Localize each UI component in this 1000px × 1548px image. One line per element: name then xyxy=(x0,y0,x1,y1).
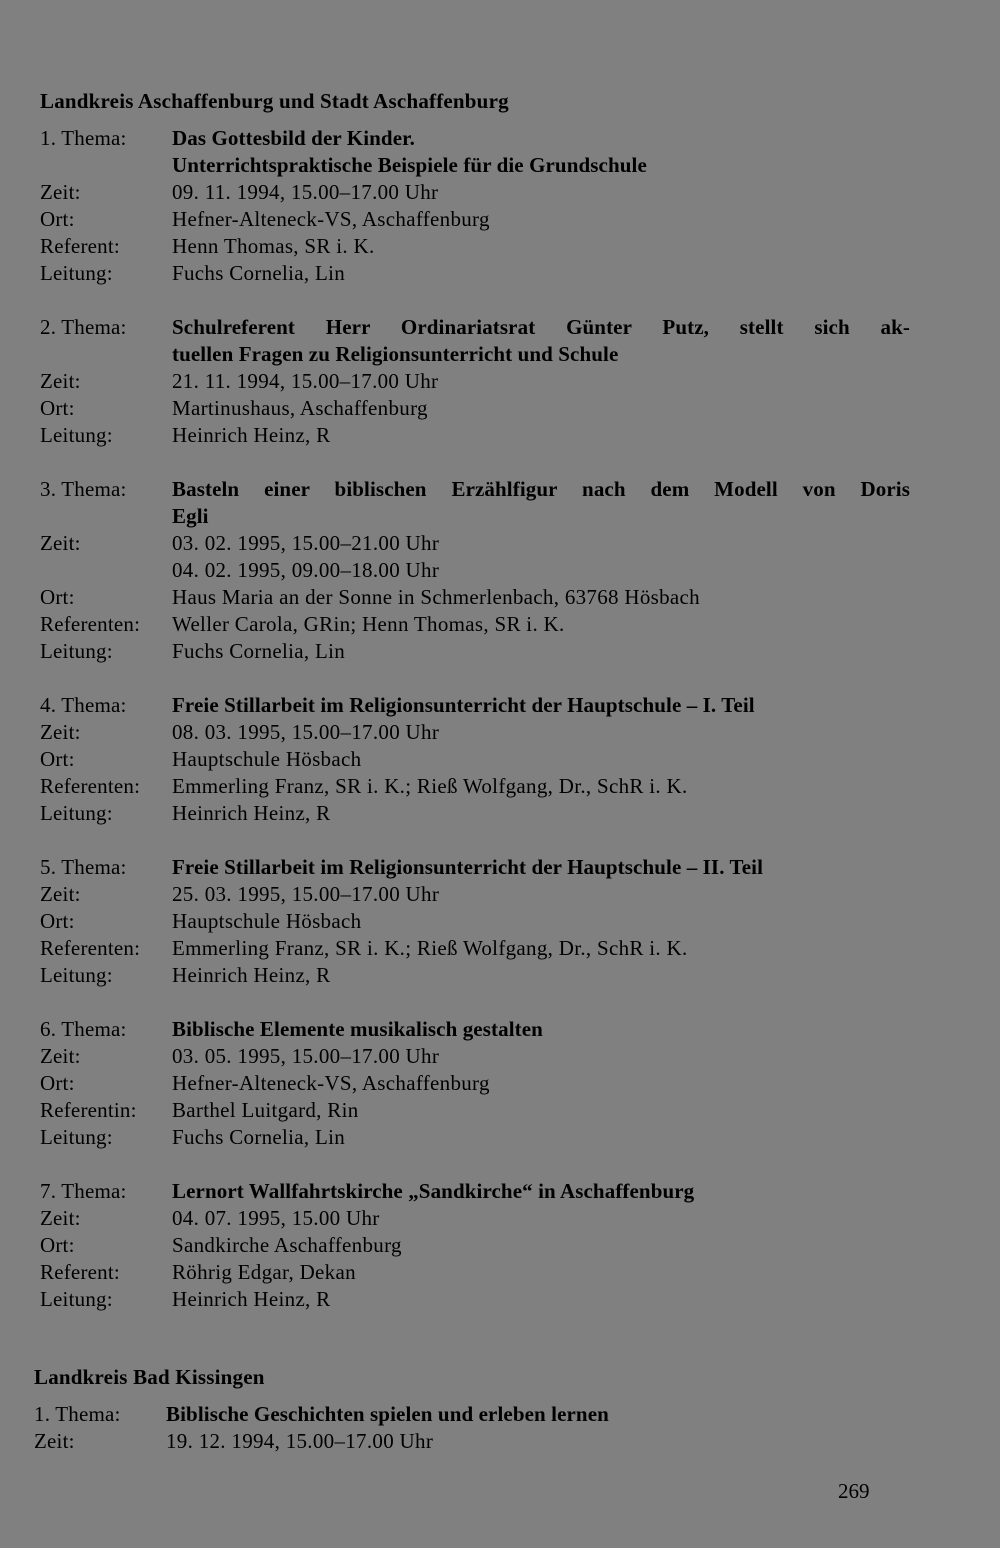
detail-row-speaker xyxy=(40,233,910,260)
topic-title xyxy=(172,1016,910,1043)
detail-value: Hefner-Alteneck-VS, Aschaffenburg xyxy=(172,207,490,231)
topic-line: Das Gottesbild der Kinder. xyxy=(172,126,415,150)
detail-value: 19. 12. 1994, 15.00–17.00 Uhr xyxy=(166,1429,434,1453)
topic-label: 4. Thema: xyxy=(40,693,127,717)
section-heading: Landkreis Aschaffenburg und Stadt Aschaffenburg xyxy=(40,89,509,113)
topic-title xyxy=(172,476,910,530)
detail-value: 25. 03. 1995, 15.00–17.00 Uhr xyxy=(172,882,440,906)
detail-value: Fuchs Cornelia, Lin xyxy=(172,639,346,663)
topic-label: 1. Thema: xyxy=(40,126,127,150)
detail-row-speakers xyxy=(40,773,910,800)
detail-label: Leitung: xyxy=(40,1287,113,1311)
topic-row xyxy=(40,476,910,530)
topic-line: Freie Stillarbeit im Religionsunterricht der Hauptschule – I. Teil xyxy=(172,693,755,717)
detail-label: Ort: xyxy=(40,1233,75,1257)
detail-value: 08. 03. 1995, 15.00–17.00 Uhr xyxy=(172,720,440,744)
topic-row xyxy=(40,1016,910,1043)
detail-label: Ort: xyxy=(40,1071,75,1095)
section-aschaffenburg xyxy=(40,88,910,1340)
detail-label: Ort: xyxy=(40,747,75,771)
detail-value: Heinrich Heinz, R xyxy=(172,1287,331,1311)
detail-row-location xyxy=(40,395,910,422)
detail-label: Referenten: xyxy=(40,774,141,798)
topic-line: Basteln einer biblischen Erzählfigur nach dem Modell von Doris xyxy=(172,477,910,501)
detail-value: Emmerling Franz, SR i. K.; Rieß Wolfgang, Dr., SchR i. K. xyxy=(172,936,688,960)
topic-row xyxy=(40,125,910,179)
detail-value: Heinrich Heinz, R xyxy=(172,801,331,825)
detail-row-lead xyxy=(40,638,910,665)
detail-row-time xyxy=(40,719,910,746)
detail-label: Zeit: xyxy=(40,882,81,906)
topic-title xyxy=(172,692,910,719)
detail-row-speakers xyxy=(40,611,910,638)
detail-row-lead xyxy=(40,422,910,449)
detail-value: Barthel Luitgard, Rin xyxy=(172,1098,359,1122)
topic-line: Unterrichtspraktische Beispiele für die Grundschule xyxy=(172,153,647,177)
topic-label: 3. Thema: xyxy=(40,477,127,501)
topic-title xyxy=(172,125,910,179)
detail-label: Referenten: xyxy=(40,612,141,636)
detail-row-lead xyxy=(40,260,910,287)
detail-label: Leitung: xyxy=(40,1125,113,1149)
detail-value: Haus Maria an der Sonne in Schmerlenbach, 63768 Hösbach xyxy=(172,585,700,609)
topic-title xyxy=(172,854,910,881)
page-number: 269 xyxy=(838,1479,870,1503)
topic-row xyxy=(40,314,910,368)
topic-title xyxy=(172,314,910,368)
detail-label: Leitung: xyxy=(40,801,113,825)
detail-row-speakers xyxy=(40,935,910,962)
detail-row-speaker xyxy=(40,1097,910,1124)
section-bad-kissingen xyxy=(34,1364,904,1482)
event-entry xyxy=(40,125,910,287)
detail-row-lead xyxy=(40,962,910,989)
topic-line: Freie Stillarbeit im Religionsunterricht der Hauptschule – II. Teil xyxy=(172,855,763,879)
detail-value: Fuchs Cornelia, Lin xyxy=(172,261,346,285)
event-entry xyxy=(40,476,910,665)
topic-row xyxy=(40,1178,910,1205)
detail-value: Fuchs Cornelia, Lin xyxy=(172,1125,346,1149)
topic-label: 5. Thema: xyxy=(40,855,127,879)
event-entry xyxy=(40,314,910,449)
topic-line: Lernort Wallfahrtskirche „Sandkirche“ in Aschaffenburg xyxy=(172,1179,695,1203)
detail-row-time xyxy=(40,179,910,206)
detail-label: Zeit: xyxy=(40,531,81,555)
detail-label: Referent: xyxy=(40,1260,120,1284)
topic-label: 2. Thema: xyxy=(40,315,127,339)
detail-row-location xyxy=(40,1232,910,1259)
detail-label: Leitung: xyxy=(40,423,113,447)
detail-label: Ort: xyxy=(40,396,75,420)
detail-row-time xyxy=(40,530,910,584)
detail-value: 04. 02. 1995, 09.00–18.00 Uhr xyxy=(172,558,440,582)
detail-row-lead xyxy=(40,1286,910,1313)
detail-value: Hauptschule Hösbach xyxy=(172,747,362,771)
detail-label: Zeit: xyxy=(34,1429,75,1453)
event-entry xyxy=(40,692,910,827)
detail-row-location xyxy=(40,1070,910,1097)
detail-label: Leitung: xyxy=(40,963,113,987)
detail-row-time xyxy=(40,368,910,395)
detail-value: 04. 07. 1995, 15.00 Uhr xyxy=(172,1206,380,1230)
detail-label: Ort: xyxy=(40,207,75,231)
detail-row-time xyxy=(40,881,910,908)
topic-line: tuellen Fragen zu Religionsunterricht und Schule xyxy=(172,342,619,366)
detail-value: Martinushaus, Aschaffenburg xyxy=(172,396,428,420)
detail-value: 09. 11. 1994, 15.00–17.00 Uhr xyxy=(172,180,439,204)
detail-label: Referenten: xyxy=(40,936,141,960)
detail-value: Sandkirche Aschaffenburg xyxy=(172,1233,402,1257)
detail-value: Weller Carola, GRin; Henn Thomas, SR i. K. xyxy=(172,612,565,636)
section-heading: Landkreis Bad Kissingen xyxy=(34,1365,265,1389)
topic-line: Biblische Elemente musikalisch gestalten xyxy=(172,1017,543,1041)
detail-row-location xyxy=(40,206,910,233)
detail-label: Zeit: xyxy=(40,369,81,393)
topic-title xyxy=(172,1178,910,1205)
detail-row-location xyxy=(40,908,910,935)
detail-label: Zeit: xyxy=(40,1206,81,1230)
topic-line: Biblische Geschichten spielen und erleben lernen xyxy=(166,1402,609,1426)
topic-row xyxy=(40,854,910,881)
event-entry xyxy=(40,854,910,989)
topic-label: 1. Thema: xyxy=(34,1402,121,1426)
topic-row xyxy=(34,1401,904,1428)
detail-row-location xyxy=(40,584,910,611)
detail-row-location xyxy=(40,746,910,773)
detail-row-lead xyxy=(40,1124,910,1151)
detail-label: Zeit: xyxy=(40,720,81,744)
detail-value: Emmerling Franz, SR i. K.; Rieß Wolfgang, Dr., SchR i. K. xyxy=(172,774,688,798)
detail-value: Heinrich Heinz, R xyxy=(172,423,331,447)
detail-label: Zeit: xyxy=(40,180,81,204)
detail-value: Röhrig Edgar, Dekan xyxy=(172,1260,356,1284)
detail-value: Heinrich Heinz, R xyxy=(172,963,331,987)
topic-label: 7. Thema: xyxy=(40,1179,127,1203)
topic-line: Egli xyxy=(172,504,209,528)
event-entry xyxy=(40,1178,910,1313)
detail-row-time xyxy=(40,1205,910,1232)
detail-row-time xyxy=(40,1043,910,1070)
event-entry xyxy=(40,1016,910,1151)
topic-title xyxy=(166,1401,904,1428)
detail-label: Ort: xyxy=(40,585,75,609)
detail-value: 03. 02. 1995, 15.00–21.00 Uhr xyxy=(172,531,440,555)
event-entry xyxy=(34,1401,904,1455)
detail-label: Leitung: xyxy=(40,639,113,663)
detail-value: 03. 05. 1995, 15.00–17.00 Uhr xyxy=(172,1044,440,1068)
topic-row xyxy=(40,692,910,719)
detail-value: Hefner-Alteneck-VS, Aschaffenburg xyxy=(172,1071,490,1095)
topic-line: Schulreferent Herr Ordinariatsrat Günter Putz, stellt sich ak- xyxy=(172,315,910,339)
detail-label: Zeit: xyxy=(40,1044,81,1068)
detail-value: Hauptschule Hösbach xyxy=(172,909,362,933)
detail-value: Henn Thomas, SR i. K. xyxy=(172,234,375,258)
detail-label: Referent: xyxy=(40,234,120,258)
detail-label: Referentin: xyxy=(40,1098,137,1122)
detail-row-lead xyxy=(40,800,910,827)
detail-row-speaker xyxy=(40,1259,910,1286)
detail-label: Leitung: xyxy=(40,261,113,285)
detail-row-time xyxy=(34,1428,904,1455)
detail-label: Ort: xyxy=(40,909,75,933)
topic-label: 6. Thema: xyxy=(40,1017,127,1041)
detail-value: 21. 11. 1994, 15.00–17.00 Uhr xyxy=(172,369,439,393)
